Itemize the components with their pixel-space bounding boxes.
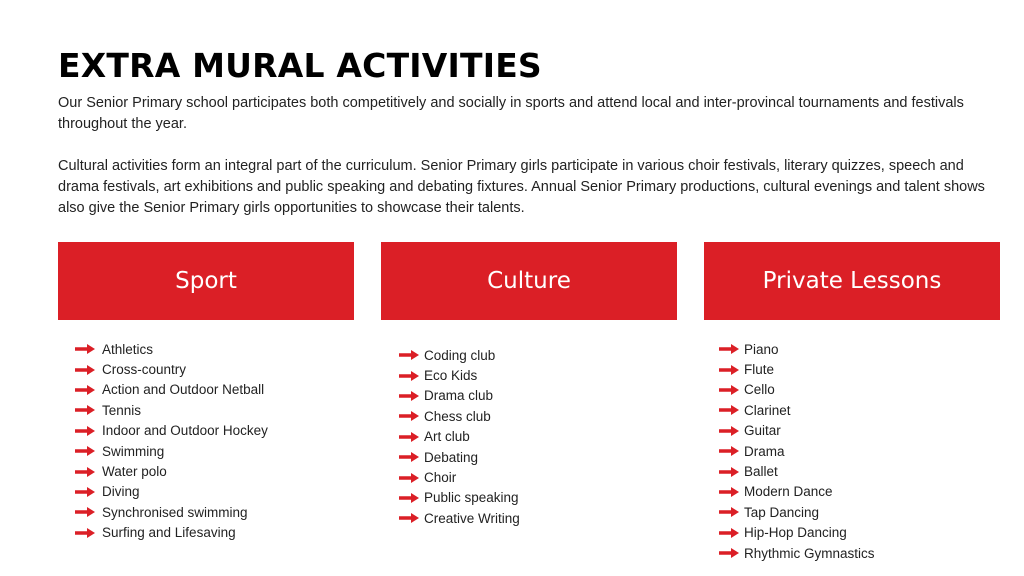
list-item [74,502,268,522]
right-arrow-icon [718,384,740,396]
list-item [74,400,268,420]
culture-list [398,345,520,529]
list-item-label: Cross-country [102,362,187,378]
culture-header-label: Culture [487,268,571,294]
right-arrow-icon [718,343,740,355]
list-item [398,345,520,365]
list-item-label: Diving [102,484,140,500]
list-item-label: Athletics [102,341,154,357]
list-item [718,400,875,420]
list-item-label: Guitar [744,423,781,439]
sport-list [74,339,268,543]
private-lessons-list [718,339,875,563]
list-item [718,502,875,522]
list-item [398,488,520,508]
list-item-label: Creative Writing [424,510,520,526]
list-item-label: Flute [744,362,775,378]
list-item [74,380,268,400]
list-item-label: Piano [744,341,779,357]
list-item [74,421,268,441]
list-item [718,380,875,400]
list-item [718,461,875,481]
list-item-label: Debating [424,449,479,465]
right-arrow-icon [718,527,740,539]
right-arrow-icon [718,425,740,437]
list-item-label: Indoor and Outdoor Hockey [102,423,268,439]
right-arrow-icon [74,343,96,355]
right-arrow-icon [74,486,96,498]
list-item-label: Eco Kids [424,368,478,384]
intro-paragraph-culture: Cultural activities form an integral part of the curriculum. Senior Primary girls participate in various choir festivals, literary quizzes, speech and drama festivals, art exhibitions and public speaking and debating fixtures. Annual Senior Primary productions, cultural evenings and talent shows also give the Senior Primary girls opportunities to showcase their talents. [58,158,985,216]
list-item-label: Cello [744,382,775,398]
list-item-label: Water polo [102,464,167,480]
list-item-label: Synchronised swimming [102,504,248,520]
page-title: EXTRA MURAL ACTIVITIES [58,46,542,85]
list-item-label: Drama club [424,388,494,404]
right-arrow-icon [398,410,420,422]
list-item [74,441,268,461]
right-arrow-icon [398,370,420,382]
right-arrow-icon [718,445,740,457]
right-arrow-icon [398,431,420,443]
list-item [398,427,520,447]
list-item [398,406,520,426]
right-arrow-icon [74,364,96,376]
list-item [74,461,268,481]
right-arrow-icon [398,349,420,361]
right-arrow-icon [74,425,96,437]
list-item [398,447,520,467]
list-item [74,339,268,359]
right-arrow-icon [398,512,420,524]
right-arrow-icon [74,384,96,396]
intro-paragraph-sport: Our Senior Primary school participates both competitively and socially in sports and attend local and inter-provincal tournaments and festivals throughout the year. [58,95,964,132]
list-item-label: Drama [744,443,785,459]
private-lessons-header-box [704,242,1000,320]
sport-header-box [58,242,354,320]
list-item-label: Ballet [744,464,778,480]
right-arrow-icon [398,451,420,463]
right-arrow-icon [718,506,740,518]
list-item-label: Art club [424,429,470,445]
list-item [718,523,875,543]
list-item [398,508,520,528]
list-item-label: Public speaking [424,490,519,506]
right-arrow-icon [74,445,96,457]
list-item [398,365,520,385]
list-item-label: Choir [424,470,457,486]
list-item [718,421,875,441]
right-arrow-icon [74,506,96,518]
sport-header-label: Sport [175,268,237,294]
right-arrow-icon [398,492,420,504]
list-item-label: Swimming [102,443,165,459]
list-item [718,339,875,359]
list-item-label: Hip-Hop Dancing [744,525,847,541]
right-arrow-icon [74,466,96,478]
list-item-label: Clarinet [744,402,791,418]
right-arrow-icon [398,472,420,484]
list-item [398,467,520,487]
right-arrow-icon [74,527,96,539]
right-arrow-icon [398,390,420,402]
private-lessons-header-label: Private Lessons [762,268,942,294]
list-item [74,523,268,543]
list-item [74,482,268,502]
right-arrow-icon [718,486,740,498]
list-item [718,543,875,563]
list-item-label: Tap Dancing [744,504,820,520]
right-arrow-icon [718,404,740,416]
list-item-label: Action and Outdoor Netball [102,382,265,398]
right-arrow-icon [74,404,96,416]
list-item-label: Surfing and Lifesaving [102,525,236,541]
list-item [718,359,875,379]
list-item [718,482,875,502]
right-arrow-icon [718,364,740,376]
list-item-label: Tennis [102,402,142,418]
list-item-label: Modern Dance [744,484,833,500]
right-arrow-icon [718,466,740,478]
list-item [398,386,520,406]
list-item-label: Rhythmic Gymnastics [744,545,875,561]
culture-header-box [381,242,677,320]
list-item [718,441,875,461]
right-arrow-icon [718,547,740,559]
list-item [74,359,268,379]
list-item-label: Coding club [424,347,496,363]
list-item-label: Chess club [424,408,491,424]
